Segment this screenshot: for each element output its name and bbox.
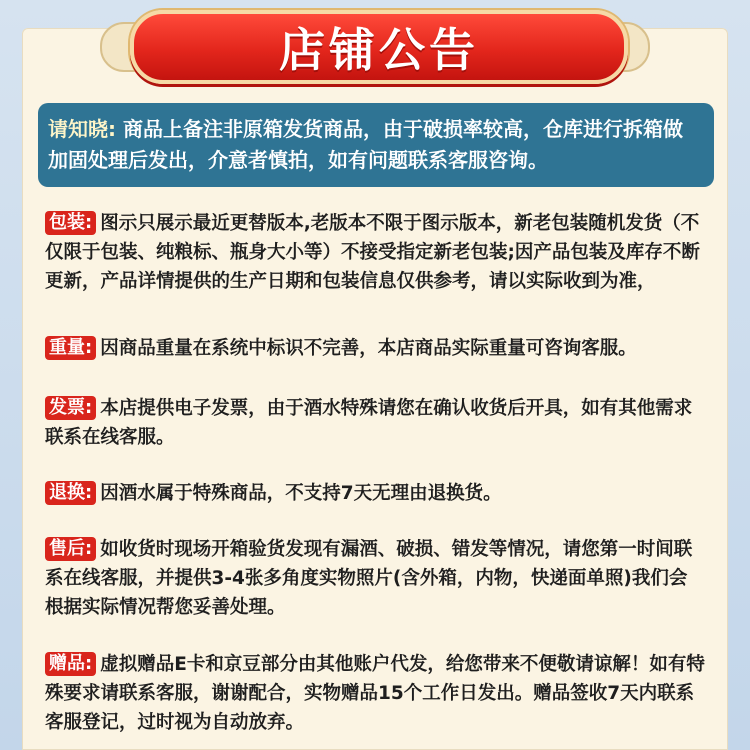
- section-tag: 售后:: [45, 537, 96, 561]
- header-banner: [100, 4, 650, 82]
- section-gifts: [45, 650, 705, 737]
- section-tag: 重量:: [45, 336, 96, 360]
- notice-text: 商品上备注非原箱发货商品，由于破损率较高，仓库进行拆箱做加固处理后发出，介意者慎拍，如有问题联系客服咨询。: [48, 117, 683, 172]
- section-tag: 退换:: [45, 481, 96, 505]
- section-invoice: [45, 394, 705, 452]
- page-title: 店铺公告: [279, 23, 479, 77]
- section-text: 本店提供电子发票，由于酒水特殊请您在确认收货后开具，如有其他需求联系在线客服。: [45, 398, 693, 448]
- section-tag: 赠品:: [45, 652, 96, 676]
- section-packaging: [45, 209, 705, 296]
- section-text: 虚拟赠品E卡和京豆部分由其他账户代发，给您带来不便敬请谅解！如有特殊要求请联系客服，谢谢配合，实物赠品15个工作日发出。赠品签收7天内联系客服登记，过时视为自动放弃。: [45, 654, 705, 733]
- section-text: 因商品重量在系统中标识不完善，本店商品实际重量可咨询客服。: [100, 338, 637, 359]
- section-after-sales: [45, 535, 705, 622]
- section-text: 图示只展示最近更替版本,老版本不限于图示版本，新老包装随机发货（不仅限于包装、纯粮标、瓶身大小等）不接受指定新老包装;因产品包装及库存不断更新，产品详情提供的生产日期和包装信息仅供参考，请以实际收到为准，: [45, 213, 700, 292]
- notice-lead: 请知晓:: [48, 117, 116, 141]
- section-tag: 发票:: [45, 396, 96, 420]
- section-text: 因酒水属于特殊商品，不支持7天无理由退换货。: [100, 483, 502, 504]
- banner-ribbon: [130, 10, 628, 84]
- section-weight: [45, 334, 705, 363]
- section-text: 如收货时现场开箱验货发现有漏酒、破损、错发等情况，请您第一时间联系在线客服，并提供3-4张多角度实物照片(含外箱，内物，快递面单照)我们会根据实际情况帮您妥善处理。: [45, 539, 693, 618]
- section-tag: 包装:: [45, 211, 96, 235]
- section-returns: [45, 479, 705, 508]
- notice-box: [38, 103, 714, 187]
